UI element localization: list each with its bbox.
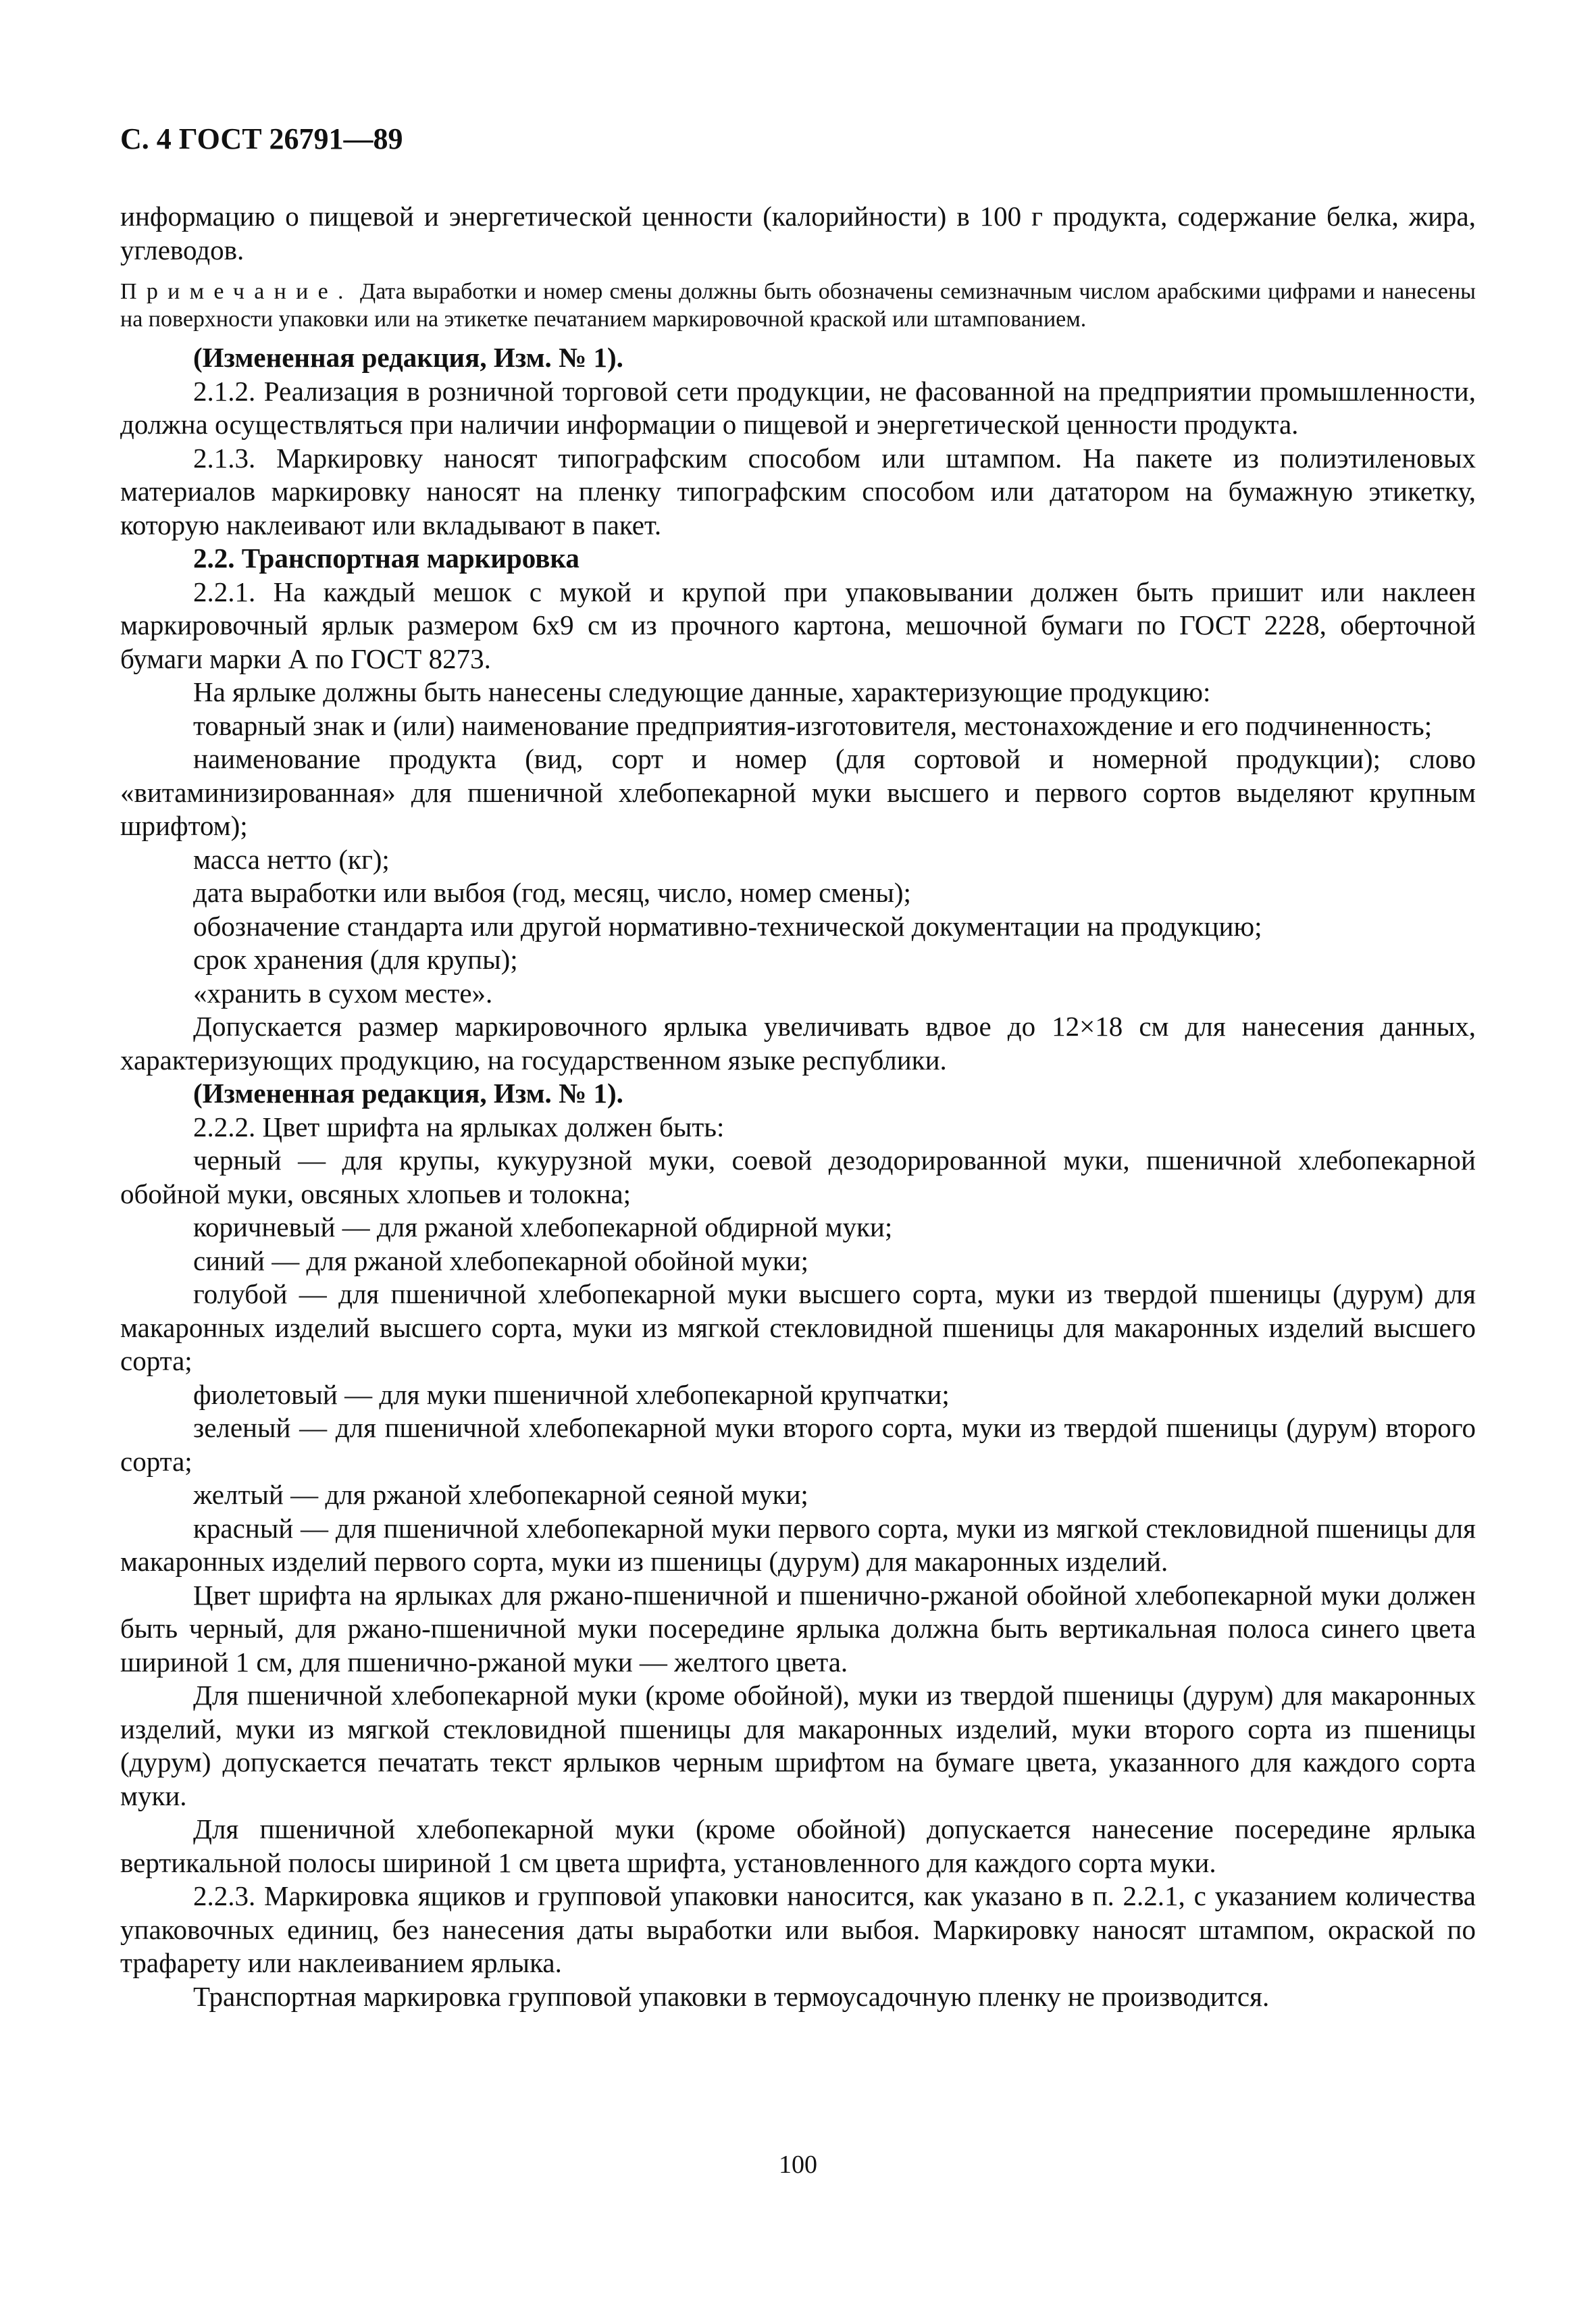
list-item: дата выработки или выбоя (год, месяц, число, номер смены); [193, 877, 911, 908]
list-item: синий — для ржаной хлебопекарной обойной муки; [193, 1244, 808, 1276]
list-item: желтый — для ржаной хлебопекарной сеяной муки; [193, 1479, 808, 1510]
paragraph: 2.1.2. Реализация в розничной торговой сети продукции, не фасованной на предприятии промышленности, должна осуществляться при наличии информации о пищевой и энергетической ценности продукта. [120, 375, 1476, 440]
note-label: Примечание. [120, 279, 353, 304]
list-item: наименование продукта (вид, сорт и номер (для сортовой и номерной продукции); слово «витаминизированная» для пшеничной хлебопекарной муки высшего и первого сортов выделяют крупным шрифтом); [120, 743, 1476, 841]
amendment-note: (Измененная редакция, Изм. № 1). [193, 1078, 623, 1109]
paragraph: Для пшеничной хлебопекарной муки (кроме обойной) допускается нанесение посередине ярлыка вертикальной полосы шириной 1 см цвета шрифта, установленного для каждого сорта муки. [120, 1813, 1476, 1878]
section-heading: 2.2. Транспортная маркировка [193, 543, 580, 574]
list-item: коричневый — для ржаной хлебопекарной обдирной муки; [193, 1211, 893, 1242]
list-item: товарный знак и (или) наименование предприятия-изготовителя, местонахождение и его подчиненность; [193, 709, 1433, 741]
paragraph: 2.2.3. Маркировка ящиков и групповой упаковки наносится, как указано в п. 2.2.1, с указанием количества упаковочных единиц, без нанесения даты выработки или выбоя. Маркировку наносят штампом, окраской по трафарету или наклеиванием ярлыка. [120, 1880, 1476, 1978]
list-item: голубой — для пшеничной хлебопекарной муки высшего сорта, муки из твердой пшеницы (дурум) для макаронных изделий высшего сорта, муки из мягкой стекловидной пшеницы для макаронных изделий высшего сорта; [120, 1278, 1476, 1376]
paragraph: Транспортная маркировка групповой упаковки в термоусадочную пленку не производится. [193, 1980, 1270, 2012]
page-header: С. 4 ГОСТ 26791—89 [120, 122, 403, 155]
page-number: 100 [779, 2150, 817, 2179]
paragraph: 2.2.1. На каждый мешок с мукой и крупой при упаковывании должен быть пришит или наклеен маркировочный ярлык размером 6х9 см из прочного картона, мешочной бумаги по ГОСТ 2228, оберточной бумаги марки А по ГОСТ 8273. [120, 576, 1476, 674]
paragraph: 2.2.2. Цвет шрифта на ярлыках должен быть: [193, 1111, 725, 1142]
list-item: красный — для пшеничной хлебопекарной муки первого сорта, муки из мягкой стекловидной пшеницы для макаронных изделий первого сорта, муки из пшеницы (дурум) для макаронных изделий. [120, 1512, 1476, 1577]
amendment-note: (Измененная редакция, Изм. № 1). [193, 342, 623, 373]
note-paragraph [120, 278, 1476, 333]
list-item: «хранить в сухом месте». [193, 977, 493, 1009]
paragraph: информацию о пищевой и энергетической ценности (калорийности) в 100 г продукта, содержание белка, жира, углеводов. [120, 201, 1476, 266]
note-text: Дата выработки и номер смены должны быть обозначены семизначным числом арабскими цифрами и нанесены на поверхности упаковки или на этикетке печатанием маркировочной краской или штампованием. [120, 279, 1476, 332]
list-item: зеленый — для пшеничной хлебопекарной муки второго сорта, муки из твердой пшеницы (дурум) второго сорта; [120, 1412, 1476, 1477]
paragraph: 2.1.3. Маркировку наносят типографским способом или штампом. На пакете из полиэтиленовых материалов маркировку наносят на пленку типографским способом или дататором на бумажную этикетку, которую наклеивают или вкладывают в пакет. [120, 442, 1476, 540]
list-item: обозначение стандарта или другой нормативно-технической документации на продукцию; [193, 910, 1262, 942]
document-body [120, 200, 1476, 2013]
list-item: фиолетовый — для муки пшеничной хлебопекарной крупчатки; [193, 1378, 950, 1410]
list-item: масса нетто (кг); [193, 843, 390, 875]
paragraph: Для пшеничной хлебопекарной муки (кроме обойной), муки из твердой пшеницы (дурум) для макаронных изделий, муки из мягкой стекловидной пшеницы для макаронных изделий, муки второго сорта из пшеницы (дурум) допускается печатать текст ярлыков черным шрифтом на бумаге цвета, указанного для каждого сорта муки. [120, 1680, 1476, 1811]
list-item: срок хранения (для крупы); [193, 944, 518, 975]
paragraph: Цвет шрифта на ярлыках для ржано-пшеничной и пшенично-ржаной обойной хлебопекарной муки должен быть черный, для ржано-пшеничной муки посередине ярлыка должна быть вертикальная полоса синего цвета шириной 1 см, для пшенично-ржаной муки — желтого цвета. [120, 1579, 1476, 1678]
paragraph: На ярлыке должны быть нанесены следующие данные, характеризующие продукцию: [193, 676, 1211, 707]
paragraph: Допускается размер маркировочного ярлыка увеличивать вдвое до 12×18 см для нанесения данных, характеризующих продукцию, на государственном языке республики. [120, 1011, 1476, 1076]
list-item: черный — для крупы, кукурузной муки, соевой дезодорированной муки, пшеничной хлебопекарной обойной муки, овсяных хлопьев и толокна; [120, 1145, 1476, 1209]
